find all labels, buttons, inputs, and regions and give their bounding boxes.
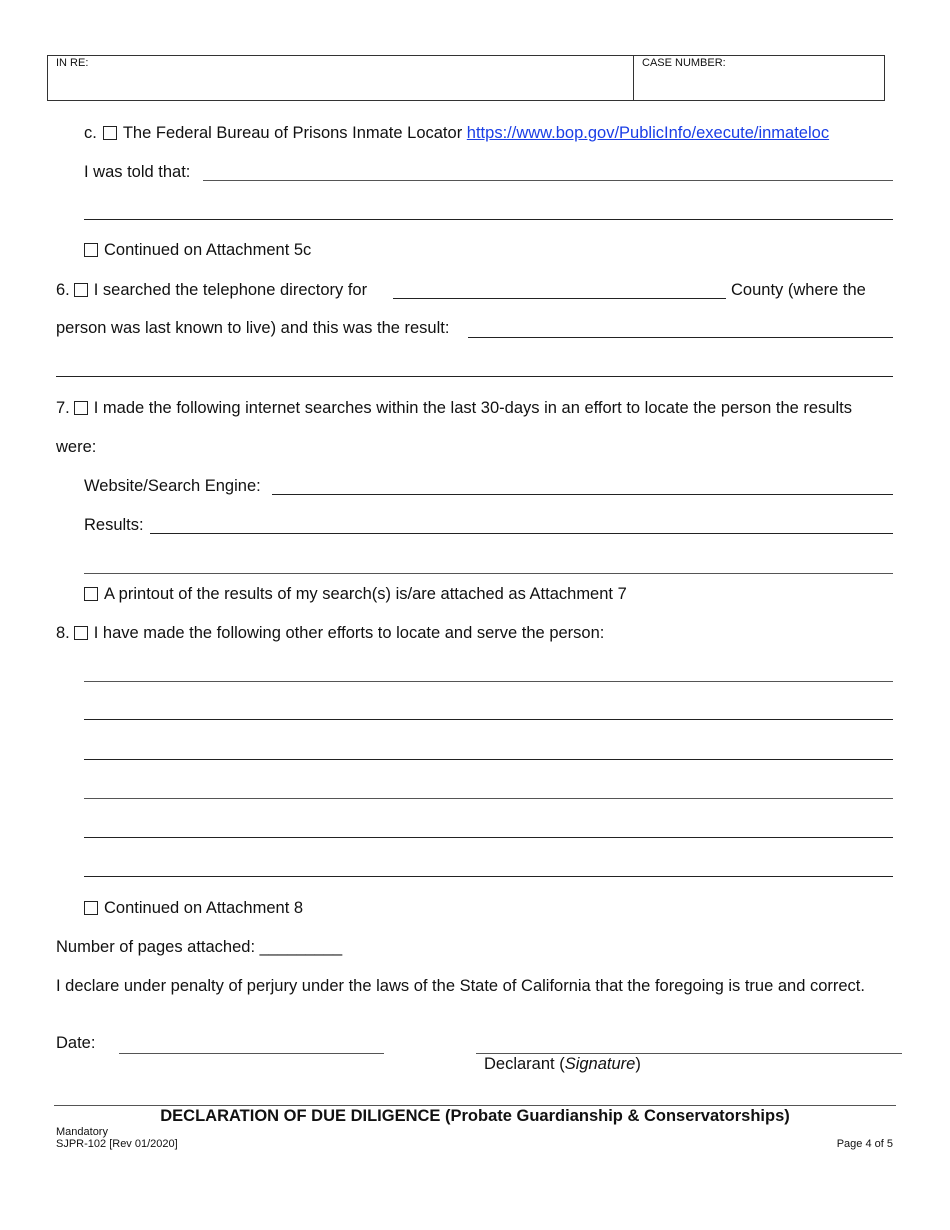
item-6-text-before: I searched the telephone directory for <box>93 281 368 299</box>
item-6-text-after: County (where the <box>731 281 866 299</box>
continued-8-checkbox[interactable] <box>84 901 98 915</box>
continued-8-label: Continued on Attachment 8 <box>104 899 304 917</box>
item-6-row <box>56 280 367 300</box>
told-line-1[interactable] <box>203 180 893 181</box>
item-5c-prefix: c. <box>84 124 97 142</box>
item-7-number: 7. <box>56 399 70 417</box>
item-6-line2: person was last known to live) and this was the result: <box>56 319 450 337</box>
item-8-checkbox[interactable] <box>74 626 88 640</box>
footer-form-id: SJPR-102 [Rev 01/2020] <box>56 1138 178 1150</box>
efforts-line-2[interactable] <box>84 719 893 720</box>
item-8-text: I have made the following other efforts to locate and serve the person: <box>93 624 605 642</box>
item-6-checkbox[interactable] <box>74 283 88 297</box>
results-label: Results: <box>84 516 144 534</box>
item-5c-checkbox[interactable] <box>103 126 117 140</box>
item-7-text: I made the following internet searches within the last 30-days in an effort to locate the person the results <box>93 399 852 417</box>
told-line-2[interactable] <box>84 219 893 220</box>
footer-title: DECLARATION OF DUE DILIGENCE (Probate Guardianship & Conservatorships) <box>160 1107 790 1125</box>
efforts-line-6[interactable] <box>84 876 893 877</box>
declarant-close: ) <box>635 1055 641 1073</box>
continued-5c-checkbox[interactable] <box>84 243 98 257</box>
printout-checkbox[interactable] <box>84 587 98 601</box>
item-7-checkbox[interactable] <box>74 401 88 415</box>
declarant-label-text: Declarant ( <box>484 1055 565 1073</box>
date-line[interactable] <box>119 1053 384 1054</box>
efforts-line-4[interactable] <box>84 798 893 799</box>
printout-label: A printout of the results of my search(s) is/are attached as Attachment 7 <box>104 585 627 603</box>
website-line[interactable] <box>272 494 893 495</box>
efforts-line-3[interactable] <box>84 759 893 760</box>
item-6-number: 6. <box>56 281 70 299</box>
efforts-line-5[interactable] <box>84 837 893 838</box>
case-header-divider <box>633 55 634 101</box>
continued-8-row <box>78 898 303 918</box>
case-header-box <box>47 55 885 101</box>
results-line-1[interactable] <box>150 533 893 534</box>
website-label: Website/Search Engine: <box>84 477 261 495</box>
item-7-row <box>56 398 852 418</box>
efforts-line-1[interactable] <box>84 681 893 682</box>
told-label: I was told that: <box>84 163 191 181</box>
date-label: Date: <box>56 1034 96 1052</box>
result-line-1[interactable] <box>468 337 893 338</box>
in-re-label: IN RE: <box>56 57 89 69</box>
item-8-number: 8. <box>56 624 70 642</box>
declarant-label <box>484 1054 641 1074</box>
item-5c-text: The Federal Bureau of Prisons Inmate Locator <box>122 124 463 142</box>
footer-page-number: Page 4 of 5 <box>836 1138 893 1150</box>
declaration-text: I declare under penalty of perjury under the laws of the State of California that the foregoing is true and correct. <box>56 977 865 995</box>
continued-5c-row <box>78 240 311 260</box>
result-line-2[interactable] <box>56 376 893 377</box>
printout-row <box>78 584 627 604</box>
footer-mandatory: Mandatory <box>56 1126 108 1138</box>
pages-attached: Number of pages attached: _________ <box>56 938 343 956</box>
item-5c-row <box>84 123 829 143</box>
results-line-2[interactable] <box>84 573 893 574</box>
item-8-row <box>56 623 604 643</box>
case-number-label: CASE NUMBER: <box>642 57 726 69</box>
item-7-text-cont: were: <box>56 438 97 456</box>
county-line[interactable] <box>393 298 726 299</box>
continued-5c-label: Continued on Attachment 5c <box>104 241 312 259</box>
inmate-locator-link[interactable]: https://www.bop.gov/PublicInfo/execute/inmateloc <box>466 124 830 142</box>
signature-word: Signature <box>564 1055 636 1073</box>
